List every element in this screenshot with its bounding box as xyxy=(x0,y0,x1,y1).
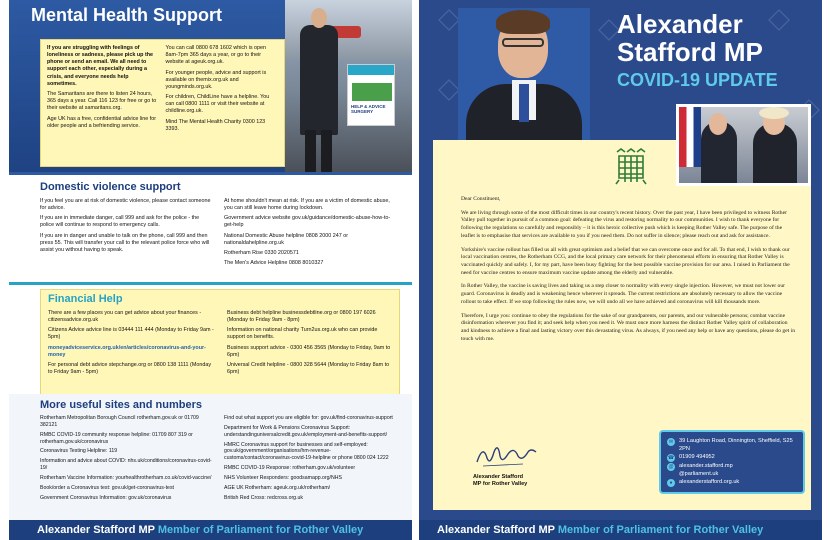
dv-text: Rotherham Rise 0330 2020571 xyxy=(224,249,299,256)
domestic-col-1 xyxy=(40,198,214,270)
portrait-glasses xyxy=(502,38,544,47)
mh-text: Age UK has a free, confidential advice line for older people and a befriending service. xyxy=(47,115,157,129)
fh-text: There are a few places you can get advice about your finances - citizensadvice.org.uk xyxy=(48,310,202,324)
signer-role: MP for Rother Valley xyxy=(473,481,528,488)
mu-text: NHS Volunteer Responders: goodsamapp.org/NHS xyxy=(224,475,342,482)
domestic-violence-section xyxy=(9,172,412,282)
mu-text: RMBC COVID-19 community response helpline: 01709 807 319 or rotherham.gov.uk/coronavirus xyxy=(40,431,193,445)
fh-link[interactable]: moneyadviceservice.org.uk/en/articles/coronavirus-and-your-money xyxy=(48,344,206,358)
surgery-leaflet xyxy=(347,64,395,126)
website-text: alexanderstafford.org.uk xyxy=(679,479,740,486)
mental-health-col-1 xyxy=(47,45,160,161)
leaflet-text: HELP & ADVICE SURGERY xyxy=(351,104,386,114)
mu-text: HMRC Coronavirus support for businesses and self-employed: gov.uk/government/organisations/hm-revenue-customs/contact/coronavirus-covid-19-helpline or phone 0800 024 1222 xyxy=(224,441,389,462)
mp-street-photo xyxy=(285,0,412,198)
mu-text: Department for Work & Pensions Coronavirus Support: understandinguniversalcredit.gov.uk/employment-and-benefits-support/ xyxy=(224,424,388,438)
contact-email[interactable] xyxy=(667,462,797,478)
more-col-2 xyxy=(224,415,398,505)
mu-text: AGE UK Rotherham: ageuk.org.uk/rotherham/ xyxy=(224,484,331,491)
globe-icon: ● xyxy=(667,479,675,487)
at-icon: @ xyxy=(668,464,674,471)
mp-portrait-photo xyxy=(458,8,590,140)
dv-text: If you are in danger and unable to talk on the phone, call 999 and then press 55. This will transfer your call to the relevant police force who will assist you without having to speak. xyxy=(40,232,210,253)
envelope-icon: ✉ xyxy=(668,439,674,445)
fh-text: For personal debt advice stepchange.org or 0800 138 1111 (Monday to Friday 9am - 5pm) xyxy=(48,361,212,375)
signature-name xyxy=(473,474,527,489)
dv-text: Government advice website gov.uk/guidance/domestic-abuse-how-to-get-help xyxy=(224,215,391,229)
footer-name: Alexander Stafford MP xyxy=(37,524,155,536)
letter-greeting: Dear Constituent, xyxy=(461,196,501,202)
signer-name: Alexander Stafford xyxy=(473,474,524,480)
mu-text: Rotherham Metropolitan Borough Council rotherham.gov.uk or 01709 382121 xyxy=(40,415,199,428)
footer-name: Alexander Stafford MP xyxy=(437,524,555,536)
footer-subtitle: Member of Parliament for Rother Valley xyxy=(157,524,364,536)
fh-text: Universal Credit helpline - 0800 328 5644 (Monday to Friday 8am to 6pm) xyxy=(227,361,390,375)
dv-text: At home shouldn't mean at risk. If you are a victim of domestic abuse, you can still leave home during lockdown. xyxy=(224,198,390,212)
mh-text: For younger people, advice and support is available on themix.org.uk and youngminds.org.uk. xyxy=(165,69,267,90)
email-text: alexander.stafford.mp @parliament.uk xyxy=(679,463,733,478)
mp-name-line-2: Stafford MP xyxy=(617,37,763,68)
address-text: 39 Laughton Road, Dinnington, Sheffield, S25 2PN xyxy=(679,438,793,453)
leaflet-back-page xyxy=(9,0,412,540)
portcullis-icon xyxy=(613,146,649,186)
signature-image xyxy=(473,440,543,470)
photo-person xyxy=(300,25,338,135)
mh-text: You can call 0800 678 1602 which is open 8am-7pm 365 days a year, or go to their website at ageuk.org.uk. xyxy=(165,45,267,66)
mental-health-band xyxy=(9,0,412,198)
mental-health-col-2 xyxy=(166,45,279,161)
fh-text: Citizens Advice advice line is 03444 111 444 (Monday to Friday 9am - 5pm) xyxy=(48,327,214,341)
dv-text: National Domestic Abuse helpline 0808 2000 247 or nationaldahelpline.org.uk xyxy=(224,232,349,246)
mu-text: British Red Cross: redcross.org.uk xyxy=(224,494,303,501)
mh-text: The Samaritans are there to listen 24 hours, 365 days a year. Call 116 123 for free or go to their website at samaritans.org. xyxy=(47,90,157,112)
mu-text: Book/order a Coronavirus test: gov.uk/get-coronavirus-test xyxy=(40,484,174,491)
letter-paragraph: In Rother Valley, the vaccine is saving lives and taking us a step closer to normality with every single injection. However, we must not lower our guard. Coronavirus is deadly and is weakening hence wherever it spreads. The current restrictions are absolutely necessary to allow the vaccine rollout to take effect. If we stop following the rules now, we will undo all we have achieved and coronavirus will kill thousands more. xyxy=(461,283,785,305)
dv-text: If you are in immediate danger, call 999 and ask for the police - the police will continue to respond to emergency calls. xyxy=(40,215,200,229)
mu-text: RMBC COVID-19 Response: rotherham.gov.uk/volunteer xyxy=(224,465,356,472)
mu-text: Government Coronavirus Information: gov.uk/coronavirus xyxy=(40,494,172,501)
more-useful-section xyxy=(9,394,412,520)
mental-health-box xyxy=(40,39,285,167)
left-footer-bar xyxy=(9,520,412,540)
phone-icon: ☎ xyxy=(667,455,675,462)
photo-person-head xyxy=(311,8,327,28)
fh-text: Business support advice - 0300 456 3565 (Monday to Friday, 9am to 6pm) xyxy=(227,344,391,358)
letter-body xyxy=(461,196,795,350)
union-flag xyxy=(679,107,701,167)
domestic-col-2 xyxy=(224,198,398,270)
more-col-1 xyxy=(40,415,214,505)
photo-person-2-hair xyxy=(759,107,789,119)
financial-help-section xyxy=(9,282,412,394)
contact-address xyxy=(667,437,797,453)
domestic-violence-title: Domestic violence support xyxy=(40,181,181,193)
fh-text: Business debt helpline businessdebtline.org or 0800 197 6026 (Monday to Friday 9am - 8pm) xyxy=(227,310,376,324)
contact-website[interactable] xyxy=(667,478,797,487)
letter-panel xyxy=(433,140,811,510)
financial-col-2 xyxy=(227,310,396,379)
financial-col-1 xyxy=(48,310,217,379)
mh-text: Mind The Mental Health Charity 0300 123 3393. xyxy=(165,118,266,132)
mu-text: Rotherham Vaccine Information: yourhealthrotherham.co.uk/covid-vaccine/ xyxy=(40,475,212,482)
mh-text: If you are struggling with feelings of loneliness or sadness, please pick up the phone or send an email. We all need to support each other, especially during a crisis, and everyone needs help sometimes. xyxy=(47,45,154,87)
leaflet-front-page xyxy=(419,0,822,540)
portrait-tie xyxy=(519,84,529,122)
leaflet-image xyxy=(352,83,392,101)
mu-text: Find out what support you are eligible for: gov.uk/find-coronavirus-support xyxy=(224,415,393,421)
financial-help-title: Financial Help xyxy=(48,293,123,305)
letter-paragraph: Yorkshire's vaccine rollout has filled us all with great optimism and a belief that we can overcome once and for all. To that end, I wish to thank our local vaccination centres, the Rotherham CCG, and the local primary care network for their phenomenal efforts in ensuring that Rother Valley is vaccinated quickly and safely. I, for my part, have been busy fighting for the best possible vaccine provision for our area. I raised in Parliament the need for vaccine centres to ensure maximum vaccine update among the elderly and vulnerable. xyxy=(461,246,790,276)
mp-with-pm-photo xyxy=(676,104,811,186)
fh-text: Information on national charity Turn2us.org.uk who can provide support on benefits. xyxy=(227,327,378,341)
mh-text: For children, ChildLine have a helpline. You can call 0800 1111 or visit their website at childline.org.uk. xyxy=(165,94,270,115)
photo-person-1-head xyxy=(709,113,727,135)
covid-update-subtitle: COVID-19 UPDATE xyxy=(617,70,778,90)
leaflet-header xyxy=(348,65,394,75)
dv-text: If you feel you are at risk of domestic violence, please contact someone for advice. xyxy=(40,198,211,212)
contact-box xyxy=(659,430,805,494)
mu-text: Information and advice about COVID: nhs.uk/conditions/coronavirus-covid-19/ xyxy=(40,458,212,472)
right-footer-bar xyxy=(419,520,822,540)
contact-phone[interactable] xyxy=(667,453,797,462)
letter-paragraph: We are living through some of the most difficult times in our country's recent history. Over the past year, I have been privileged to witness Rother Valley pull together in pursuit of a common goal: defeating the virus and restoring normality to our communities. I wish to thank everyone for following the regulations so carefully and responsibly – it is this heroic collective push which is keeping Rother Valley safe. The purpose of the leaflet is to emphasise that services are available to you if you need them. Do not suffer in silence; please reach out and ask for assistance. xyxy=(461,209,787,239)
more-useful-title: More useful sites and numbers xyxy=(40,399,202,411)
phone-text: 01909 494952 xyxy=(679,454,715,461)
mp-name-heading xyxy=(617,10,763,66)
portrait-hair xyxy=(496,10,550,34)
footer-subtitle: Member of Parliament for Rother Valley xyxy=(557,524,764,536)
mp-name-line-1: Alexander xyxy=(617,9,743,39)
dv-text: The Men's Advice Helpline 0808 8010327 xyxy=(224,259,324,266)
mental-health-title: Mental Health Support xyxy=(31,5,223,25)
mu-text: Coronavirus Testing Helpline: 119 xyxy=(40,448,118,455)
letter-paragraph: Therefore, I urge you: continue to obey the regulations for the sake of our grandparents, our parents, and our vulnerable persons; combat vaccine disinformation wherever you find it; and seek help when you need it. We must once more harness the distinct Rother Valley spirit of collaboration and kindness to achieve a final and lasting victory over this devastating virus. As always, if you need any help or have any questions, please do get in touch with me. xyxy=(461,312,795,342)
